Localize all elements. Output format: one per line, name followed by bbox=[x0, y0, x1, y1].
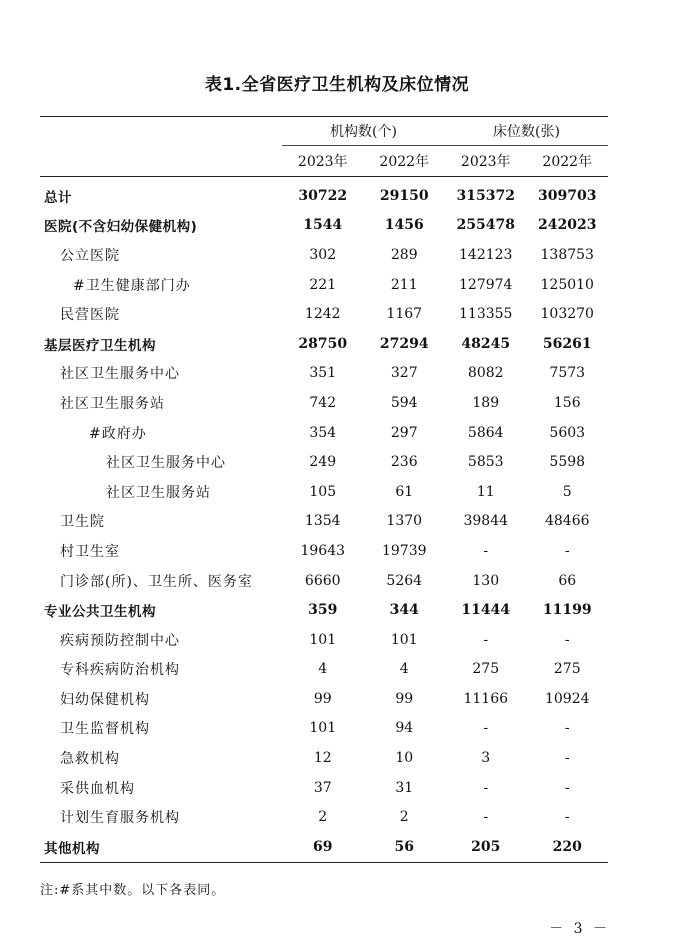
cell-value: 31 bbox=[395, 779, 414, 796]
header-blank bbox=[40, 146, 282, 177]
row-label: 社区卫生服务中心 bbox=[106, 455, 226, 472]
cell-value: 11199 bbox=[542, 602, 592, 619]
cell-value: 125010 bbox=[540, 276, 594, 293]
cell-value: 48245 bbox=[461, 335, 511, 352]
table-row bbox=[40, 329, 608, 359]
cell-value: 1370 bbox=[386, 513, 423, 530]
header-year: 2022年 bbox=[527, 146, 609, 177]
table-body bbox=[40, 177, 608, 863]
cell-value: 1354 bbox=[304, 513, 341, 530]
table-row bbox=[40, 625, 608, 655]
cell-value: 249 bbox=[309, 454, 337, 471]
cell-value: 1544 bbox=[303, 217, 343, 234]
cell-value: 1242 bbox=[304, 306, 341, 323]
cell-value: 101 bbox=[309, 720, 337, 737]
row-label: 疾病预防控制中心 bbox=[60, 632, 180, 649]
cell-value: 113355 bbox=[459, 306, 513, 323]
cell-value: 10924 bbox=[544, 690, 590, 707]
cell-value: 5 bbox=[562, 483, 572, 500]
cell-value: 354 bbox=[309, 424, 337, 441]
table-row bbox=[40, 177, 608, 211]
row-label: 总计 bbox=[44, 189, 72, 206]
cell-value: 594 bbox=[390, 394, 418, 411]
row-label: 其他机构 bbox=[40, 832, 282, 862]
cell-value: 11166 bbox=[463, 690, 509, 707]
cell-value: 5853 bbox=[467, 454, 504, 471]
cell-value: - bbox=[483, 779, 489, 796]
cell-value: - bbox=[483, 542, 489, 559]
cell-value: 39844 bbox=[463, 513, 509, 530]
cell-value: 2 bbox=[318, 809, 328, 826]
cell-value: 289 bbox=[390, 246, 418, 263]
cell-value: 6660 bbox=[304, 572, 341, 589]
cell-value: 3 bbox=[481, 750, 491, 767]
cell-value: - bbox=[564, 750, 570, 767]
cell-value: 344 bbox=[389, 602, 419, 619]
cell-value: 5603 bbox=[549, 424, 586, 441]
cell-value: 27294 bbox=[379, 335, 429, 352]
row-label: 采供血机构 bbox=[60, 780, 135, 797]
cell-value: - bbox=[564, 809, 570, 826]
row-label: 社区卫生服务站 bbox=[60, 395, 165, 412]
cell-value: 327 bbox=[390, 365, 418, 382]
cell-value: 10 bbox=[395, 750, 414, 767]
table-row bbox=[40, 566, 608, 596]
cell-value: 142123 bbox=[459, 246, 513, 263]
cell-value: 105 bbox=[309, 483, 337, 500]
header-year: 2023年 bbox=[282, 146, 364, 177]
cell-value: - bbox=[564, 542, 570, 559]
data-table bbox=[40, 116, 608, 863]
cell-value: 221 bbox=[309, 276, 337, 293]
table-row bbox=[40, 477, 608, 507]
cell-value: 103270 bbox=[540, 306, 594, 323]
cell-value: 236 bbox=[390, 454, 418, 471]
cell-value: 220 bbox=[527, 832, 609, 862]
cell-value: 127974 bbox=[459, 276, 513, 293]
table-row bbox=[40, 773, 608, 803]
cell-value: 138753 bbox=[540, 246, 594, 263]
row-label: 基层医疗卫生机构 bbox=[44, 337, 156, 354]
cell-value: - bbox=[483, 809, 489, 826]
cell-value: 5864 bbox=[467, 424, 504, 441]
cell-value: 19643 bbox=[300, 542, 346, 559]
cell-value: 205 bbox=[445, 832, 527, 862]
cell-value: 130 bbox=[472, 572, 500, 589]
cell-value: 255478 bbox=[456, 217, 515, 234]
table-row bbox=[40, 832, 608, 862]
cell-value: 4 bbox=[318, 661, 328, 678]
row-label: 社区卫生服务中心 bbox=[60, 366, 180, 383]
row-label: 卫生院 bbox=[60, 514, 105, 531]
cell-value: - bbox=[483, 720, 489, 737]
table-row bbox=[40, 743, 608, 773]
row-label: 计划生育服务机构 bbox=[60, 810, 180, 827]
header-year: 2022年 bbox=[364, 146, 446, 177]
row-label: #卫生健康部门办 bbox=[73, 277, 191, 294]
cell-value: 275 bbox=[472, 661, 500, 678]
cell-value: 56261 bbox=[542, 335, 592, 352]
cell-value: 302 bbox=[309, 246, 337, 263]
table-row bbox=[40, 714, 608, 744]
cell-value: 56 bbox=[364, 832, 446, 862]
table-row bbox=[40, 684, 608, 714]
cell-value: 359 bbox=[308, 602, 338, 619]
cell-value: 275 bbox=[553, 661, 581, 678]
table-row bbox=[40, 240, 608, 270]
cell-value: 101 bbox=[390, 631, 418, 648]
cell-value: 5264 bbox=[386, 572, 423, 589]
cell-value: - bbox=[564, 779, 570, 796]
table-row bbox=[40, 655, 608, 685]
table-row bbox=[40, 211, 608, 241]
table-header bbox=[40, 117, 608, 177]
cell-value: 66 bbox=[558, 572, 577, 589]
cell-value: 12 bbox=[313, 750, 332, 767]
table-row bbox=[40, 536, 608, 566]
cell-value: 8082 bbox=[467, 365, 504, 382]
cell-value: 11444 bbox=[461, 602, 511, 619]
cell-value: 37 bbox=[313, 779, 332, 796]
cell-value: - bbox=[483, 631, 489, 648]
row-label: 医院(不含妇幼保健机构) bbox=[44, 219, 198, 236]
table-title: 表1.全省医疗卫生机构及床位情况 bbox=[204, 75, 470, 95]
cell-value: 351 bbox=[309, 365, 337, 382]
cell-value: 30722 bbox=[298, 187, 348, 204]
row-label: 卫生监督机构 bbox=[60, 721, 150, 738]
cell-value: 48466 bbox=[544, 513, 590, 530]
row-label: 民营医院 bbox=[60, 307, 120, 324]
cell-value: 5598 bbox=[549, 454, 586, 471]
cell-value: - bbox=[564, 631, 570, 648]
cell-value: 315372 bbox=[456, 187, 515, 204]
table-row bbox=[40, 270, 608, 300]
cell-value: 2 bbox=[399, 809, 409, 826]
row-label: 急救机构 bbox=[60, 751, 120, 768]
row-label: 社区卫生服务站 bbox=[106, 484, 211, 501]
table-row bbox=[40, 388, 608, 418]
row-label: 专业公共卫生机构 bbox=[44, 604, 156, 621]
header-year: 2023年 bbox=[445, 146, 527, 177]
cell-value: 94 bbox=[395, 720, 414, 737]
cell-value: - bbox=[564, 720, 570, 737]
cell-value: 189 bbox=[472, 394, 500, 411]
cell-value: 29150 bbox=[379, 187, 429, 204]
cell-value: 69 bbox=[282, 832, 364, 862]
header-blank bbox=[40, 117, 282, 146]
cell-value: 19739 bbox=[381, 542, 427, 559]
header-beds: 床位数(张) bbox=[445, 117, 608, 146]
table-row bbox=[40, 507, 608, 537]
cell-value: 7573 bbox=[549, 365, 586, 382]
row-label: 村卫生室 bbox=[60, 543, 120, 560]
row-label: 门诊部(所)、卫生所、医务室 bbox=[60, 573, 253, 590]
table-row bbox=[40, 359, 608, 389]
table-row bbox=[40, 447, 608, 477]
row-label: 专科疾病防治机构 bbox=[60, 662, 180, 679]
cell-value: 211 bbox=[390, 276, 418, 293]
table-row bbox=[40, 299, 608, 329]
row-label: 妇幼保健机构 bbox=[60, 691, 150, 708]
row-label: 公立医院 bbox=[60, 247, 120, 264]
row-label: #政府办 bbox=[89, 425, 147, 442]
cell-value: 742 bbox=[309, 394, 337, 411]
cell-value: 1167 bbox=[386, 306, 423, 323]
cell-value: 101 bbox=[309, 631, 337, 648]
header-institutions: 机构数(个) bbox=[282, 117, 445, 146]
cell-value: 99 bbox=[395, 690, 414, 707]
cell-value: 156 bbox=[553, 394, 581, 411]
cell-value: 28750 bbox=[298, 335, 348, 352]
footnote: 注:#系其中数。以下各表同。 bbox=[40, 883, 226, 898]
cell-value: 4 bbox=[399, 661, 409, 678]
cell-value: 61 bbox=[395, 483, 414, 500]
cell-value: 1456 bbox=[384, 217, 424, 234]
cell-value: 297 bbox=[390, 424, 418, 441]
cell-value: 242023 bbox=[538, 217, 597, 234]
cell-value: 309703 bbox=[538, 187, 597, 204]
table-row bbox=[40, 595, 608, 625]
cell-value: 11 bbox=[476, 483, 495, 500]
table-row bbox=[40, 802, 608, 832]
page-number: － 3 － bbox=[549, 921, 610, 937]
table-row bbox=[40, 418, 608, 448]
cell-value: 99 bbox=[313, 690, 332, 707]
